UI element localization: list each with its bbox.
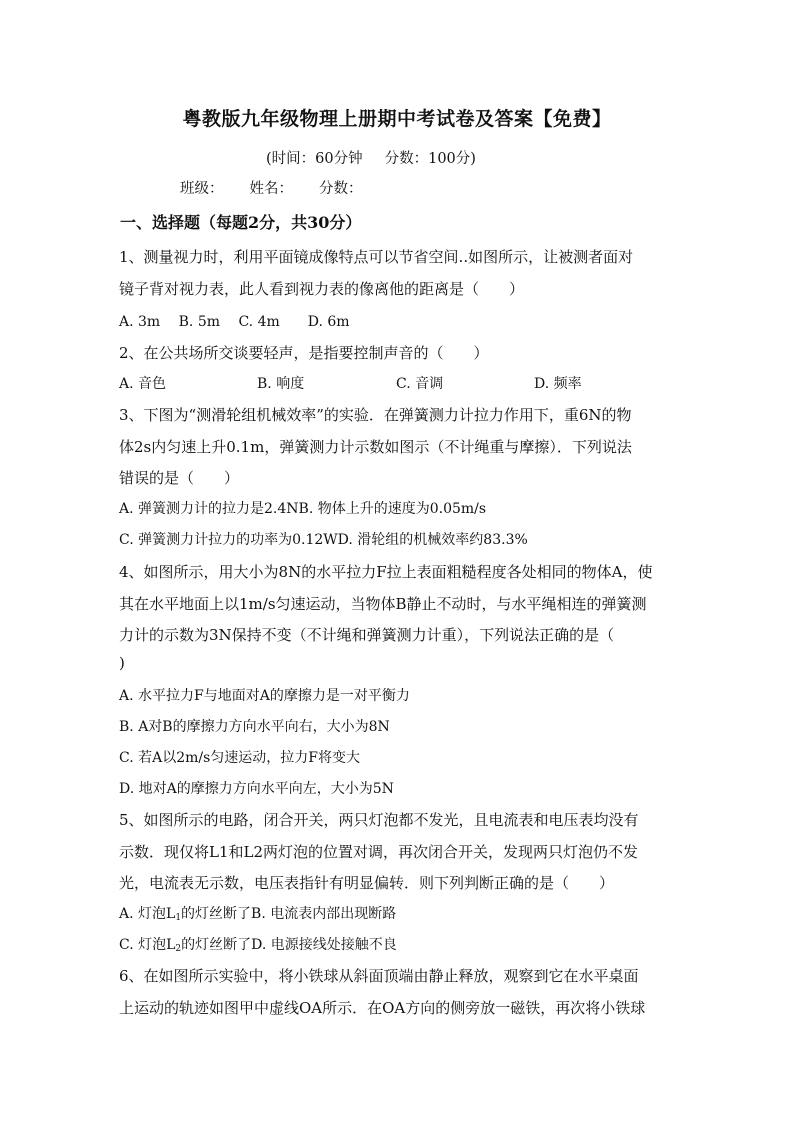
question-4-option-c: C. 若A以2m/s匀速运动，拉力F将变大 [119, 750, 361, 766]
question-3-line-1: 3、下图为“测滑轮组机械效率”的实验．在弹簧测力计拉力作用下，重6N的物 [119, 406, 632, 424]
question-3-line-2: 体2s内匀速上升0.1m，弹簧测力计示数如图示（不计绳重与摩擦）．下列说法 [119, 438, 632, 456]
total-score: 分数：100分) [384, 151, 476, 167]
question-5-options-cd: C. 灯泡$L_2$的灯丝断了D. 电源接线处接触不良 [119, 937, 397, 954]
option-d: D. 频率 [534, 376, 582, 392]
question-4-line-4: ) [119, 654, 125, 672]
question-1-options: A. 3m B. 5m C. 4m D. 6m [119, 314, 350, 330]
name-label: 姓名： [249, 181, 293, 197]
question-4-option-d: D. 地对A的摩擦力方向水平向左，大小为5N [119, 781, 394, 797]
question-3-options-ab: A. 弹簧测力计的拉力是2.4NB. 物体上升的速度为0.05m/s [119, 501, 487, 517]
time-limit: (时间：60分钟 [266, 151, 363, 167]
question-4-option-a: A. 水平拉力F与地面对A的摩擦力是一对平衡力 [119, 688, 410, 704]
question-4-option-b: B. A对B的摩擦力方向水平向右，大小为8N [119, 719, 390, 735]
points-label: 分数： [319, 181, 363, 197]
question-2-options [119, 373, 582, 393]
option-c: C. 音调 [396, 376, 444, 392]
question-4-line-1: 4、如图所示，用大小为8N的水平拉力F拉上表面粗糙程度各处相同的物体A，使 [119, 563, 653, 581]
question-2-line-1: 2、在公共场所交谈要轻声，是指要控制声音的（ ） [119, 344, 489, 362]
question-3-options-cd: C. 弹簧测力计拉力的功率为0.12WD. 滑轮组的机械效率约83.3% [119, 532, 528, 548]
option-a: A. 音色 [119, 376, 167, 392]
question-5-line-2: 示数．现仅将L1和L2两灯泡的位置对调，再次闭合开关，发现两只灯泡仍不发 [119, 843, 639, 861]
question-6-line-1: 6、在如图所示实验中，将小铁球从斜面顶端由静止释放，观察到它在水平桌面 [119, 967, 639, 985]
question-5-options-ab: A. 灯泡$L_1$的灯丝断了B. 电流表内部出现断路 [119, 906, 397, 923]
question-6-line-2: 上运动的轨迹如图甲中虚线OA所示．在OA方向的侧旁放一磁铁，再次将小铁球 [119, 999, 646, 1017]
question-4-line-2: 其在水平地面上以1m/s匀速运动，当物体B静止不动时，与水平绳相连的弹簧测 [119, 595, 647, 613]
document-title: 粤教版九年级物理上册期中考试卷及答案【免费】 [182, 108, 612, 130]
question-1-line-2: 镜子背对视力表，此人看到视力表的像离他的距离是（ ） [119, 280, 525, 298]
question-1-line-1: 1、测量视力时，利用平面镜成像特点可以节省空间..如图所示，让被测者面对 [119, 248, 634, 266]
question-3-line-3: 错误的是（ ） [119, 469, 240, 487]
question-4-line-3: 力计的示数为3N保持不变（不计绳和弹簧测力计重），下列说法正确的是（ [119, 626, 615, 644]
section-heading: 一、选择题（每题2分，共30分） [120, 213, 362, 232]
exam-meta [266, 147, 498, 168]
question-5-line-1: 5、如图所示的电路，闭合开关，两只灯泡都不发光，且电流表和电压表均没有 [119, 811, 639, 829]
class-label: 班级： [180, 181, 224, 197]
question-5-line-3: 光，电流表无示数，电压表指针有明显偏转．则下列判断正确的是（ ） [119, 874, 615, 892]
student-info-line [180, 177, 389, 198]
option-b: B. 响度 [257, 376, 305, 392]
